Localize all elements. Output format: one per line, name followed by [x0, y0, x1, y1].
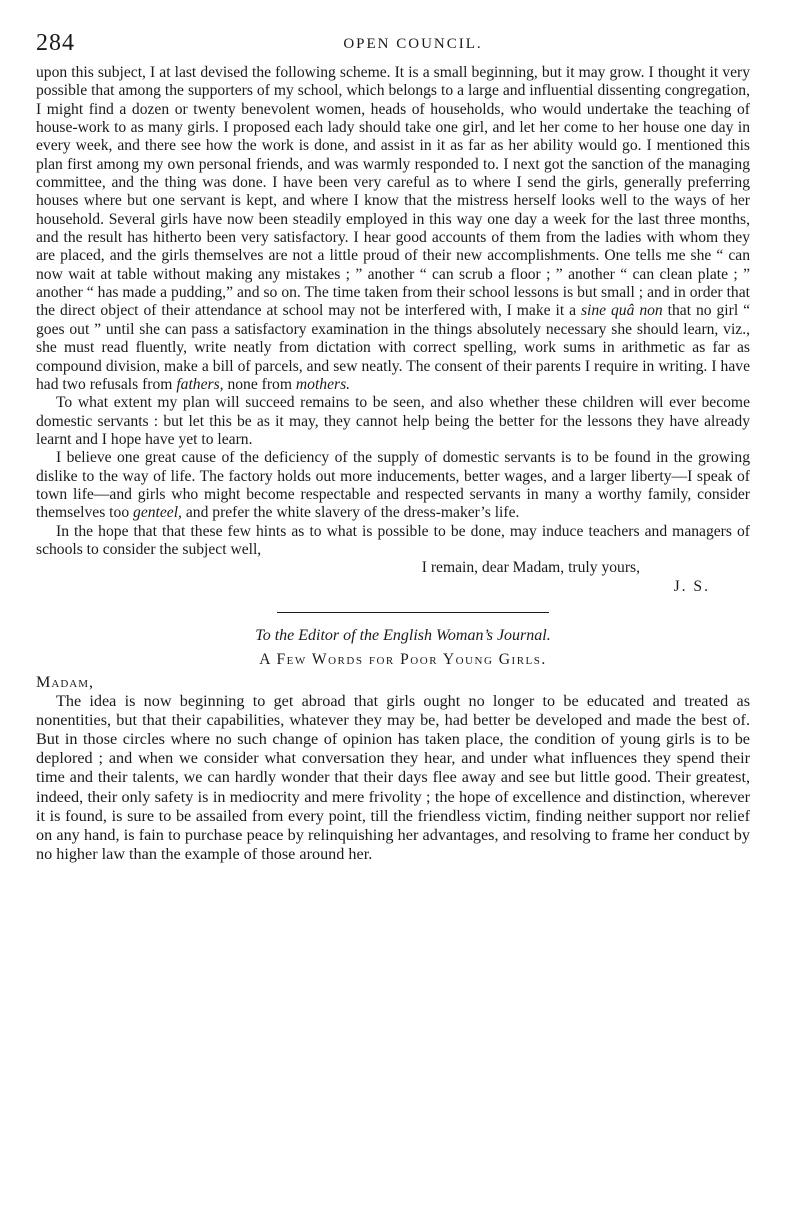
- letter1-paragraph-1-continued: that no girl “ goes out ” until she can pass a satisfactory examination in the things absolutely necessary she should learn, viz., she must read fluently, write neatly from dictation with correct spelling, work sums in arithmetic as far as compound division, make a bill of parcels, and sew neatly. The consent of their parents I require in writing. I have had two refusals from: [36, 302, 751, 393]
- letter-js: [36, 64, 750, 596]
- letter1-paragraph-1-text: upon this subject, I at last devised the following scheme. It is a small beginning, but it may grow. I thought it very possible that among the supporters of my school, which belongs to a large and influential dissenting congregation, I might find a dozen or twenty benevolent women, heads of households, who would undertake the teaching of house-work to as many girls. I proposed each lady should take one girl, and let her come to her house one day in every week, and there see how the work is done, and assist in it as far as her ability would go. I mentioned this plan first among my own personal friends, and was warmly responded to. I next got the sanction of the managing committee, and the thing was done. I have been very careful as to where I send the girls, generally preferring houses where but one servant is kept, and where I know that the mistress herself looks well to the ways of her household. Several girls have now been steadily employed in this way one day a week for the last three months, and the result has hitherto been very satisfactory. I hear good accounts of them from the ladies with whom they are placed, and the girls themselves are not a little proud of their new accomplishments. One tells me she “ can now wait at table without making any mistakes ; ” another “ can scrub a floor ; ” another “ can clean plate ; ” another “ has made a pudding,” and so on. The time taken from their school lessons is but small ; and in order that the direct object of their attendance at school may not be interfered with, I make it a: [36, 64, 750, 320]
- page-number: 284: [36, 30, 75, 56]
- section-divider: [277, 612, 549, 613]
- page-header: [36, 30, 750, 64]
- page: [36, 30, 750, 864]
- letter1-closing: I remain, dear Madam, truly yours,: [421, 559, 640, 577]
- letter1-signature: J. S.: [673, 577, 710, 595]
- letter1-paragraph-1: [36, 64, 750, 394]
- salutation: Madam,: [36, 672, 95, 691]
- mothers-word: mothers.: [295, 375, 351, 393]
- letter1-paragraph-3-after: and prefer the white slavery of the dress-maker’s life.: [185, 504, 520, 522]
- letter1-paragraph-1-middle: none from: [227, 375, 292, 393]
- letter1-paragraph-3: [36, 449, 750, 522]
- letter1-paragraph-2: To what extent my plan will succeed remains to be seen, and also whether these children will ever become domestic servants : but let this be as it may, they cannot help being the better for the lessons they have already learnt and I hope have yet to learn.: [36, 394, 750, 448]
- letter1-paragraph-4: In the hope that that these few hints as to what is possible to be done, may induce teachers and managers of schools to consider the subject well,: [36, 522, 750, 558]
- article-title: A Few Words for Poor Young Girls.: [259, 650, 547, 668]
- genteel-word: genteel,: [133, 504, 182, 522]
- sine-qua-non-phrase: sine quâ non: [580, 302, 663, 320]
- editor-heading: To the Editor of the English Woman’s Journal.: [255, 626, 551, 644]
- running-title: OPEN COUNCIL.: [343, 36, 483, 52]
- letter1-paragraph-3-before: I believe one great cause of the deficiency of the supply of domestic servants is to be found in the growing dislike to the way of life. The factory holds out more inducements, better wages, and a larger liberty—I speak of town life—and girls who might become respectable and respected servants in many a worthy family, consider themselves too: [36, 449, 750, 522]
- fathers-word: fathers,: [176, 375, 224, 393]
- letter2-paragraph-1: The idea is now beginning to get abroad that girls ought no longer to be educated and treated as nonentities, but that their capabilities, whatever they may be, had better be developed and made the best of. But in those circles where no such change of opinion has taken place, the condition of young girls is to be deplored ; and when we consider what conversation they hear, and under what influences they spend their time and their talents, we can hardly wonder that their days flee away and see but little good. Their greatest, indeed, their only safety is in mediocrity and mere frivolity ; the hope of excellence and distinction, wherever it is found, is sure to be assailed from every point, till the friendless victim, finding neither support nor relief on any hand, is fain to purchase peace by relinquishing her advantages, and resolving to frame her conduct by no higher law than the example of those around her.: [36, 692, 750, 863]
- letter-few-words: [36, 673, 750, 864]
